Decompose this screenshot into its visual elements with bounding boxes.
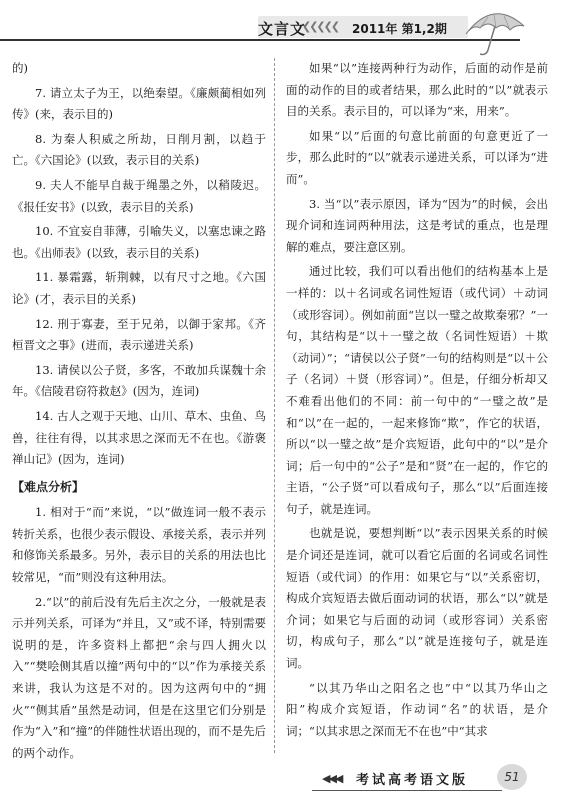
header-arrows: ❮❮❮❮❮	[302, 20, 339, 33]
paragraph: “以其乃华山之阳名之也”中“以其乃华山之阳”构成介宾短语，作动词“名”的状语，是介词；“以其求思之深而无不在也”中“其求	[286, 680, 548, 738]
paragraph: 如果“以”后面的句意比前面的句意更近了一步，那么此时的“以”就表示递进关系，可以译为“进而”。	[286, 128, 548, 186]
header-rule	[0, 39, 520, 41]
right-column	[286, 58, 548, 745]
example-item: 8. 为秦人积威之所劫，日削月割，以趋于亡。《六国论》(以致，表示目的关系)	[12, 131, 266, 168]
example-item: 7. 请立太子为王，以绝秦望。《廉颇蔺相如列传》(来，表示目的)	[12, 85, 266, 122]
page-number: 51	[497, 764, 527, 790]
analysis-paragraph: 2.“以”的前后没有先后主次之分，一般就是表示并列关系，可译为“并且，又”或不译，特别需要说明的是，许多资料上都把“余与四人拥火以入”“樊哙侧其盾以撞”两句中的“以”作为承接关系来讲，我认为这是不对的。因为这两句中的“拥火”“侧其盾”虽然是动词，但是在这里它们分别是作为“入”和“撞”的伴随性状语出现的，而不是先后的两个动作。	[12, 594, 266, 760]
example-item: 13. 请侯以公子贤，多客，不敢加兵谋魏十余年。《信陵君窃符救赵》(因为，连词)	[12, 362, 266, 399]
issue-label: 2011年 第1,2期	[352, 22, 447, 36]
paragraph: 如果“以”连接两种行为动作，后面的动作是前面的动作的目的或者结果，那么此时的“以”就表示目的关系。表示目的，可以译为“来，用来”。	[286, 61, 548, 119]
example-item: 12. 刑于寡妻，至于兄弟，以御于家邦。《齐桓晋文之事》(进而，表示递进关系)	[12, 316, 266, 353]
analysis-paragraph: 1. 相对于“而”来说，“以”做连词一般不表示转折关系，也很少表示假设、承接关系，表示并列和修饰关系最多。另外，表示目的关系的用法也比较常见，“而”则没有这种用法。	[12, 505, 266, 585]
analysis-heading: 【难点分析】	[12, 479, 85, 494]
example-item: 10. 不宜妄自菲薄，引喻失义，以塞忠谏之路也。《出师表》(以致，表示目的关系)	[12, 224, 266, 260]
publication-title: 考试高考语文版	[356, 773, 469, 788]
paragraph: 的)	[12, 61, 28, 75]
example-item: 9. 夫人不能早自裁于绳墨之外，以稍陵迟。《报任安书》(以致，表示目的关系)	[12, 177, 266, 214]
example-item: 11. 暴霜露，斩荆棘，以有尺寸之地。《六国论》(才，表示目的关系)	[12, 270, 266, 306]
section-title: 文言文	[258, 20, 307, 38]
umbrella-icon	[458, 4, 528, 58]
paragraph: 3. 当“以”表示原因，译为“因为”的时候，会出现介词和连词两种用法，这是考试的重点，也是理解的难点，要注意区别。	[286, 196, 548, 254]
left-column	[12, 58, 266, 767]
footer-rule	[312, 790, 502, 791]
footer-arrows: ◀◀◀	[322, 772, 342, 785]
page-header	[0, 0, 581, 44]
paragraph: 通过比较，我们可以看出他们的结构基本上是一样的：以＋名词或名词性短语（或代词）＋动词（或形容词）。例如前面“岂以一璧之故欺秦邪？”一句，其结构是“以＋一璧之故（名词性短语）＋欺（动词）”；“请侯以公子贤”一句的结构则是“以＋公子（名词）＋贤（形容词）”。但是，仔细分析却又不难看出他们的不同：前一句中的“一璧之故”是和“以”在一起的，一起来修饰“欺”，作它的状语，所以“以一璧之故”是介宾短语，此句中的“以”是介词；后一句中的“公子”是和“贤”在一起的，作它的主语，“公子贤”可以看成句子，那么“以”后面连接句子，就是连词。	[286, 264, 548, 516]
column-divider	[274, 58, 275, 753]
paragraph: 也就是说，要想判断“以”表示因果关系的时候是介词还是连词，就可以看它后面的名词或名词性短语（或代词）的作用：如果它与“以”关系密切，构成介宾短语去做后面动词的状语，那么“以”就是介词；如果它与后面的动词（或形容词）关系密切，构成句子，那么“以”就是连接句子，就是连词。	[286, 526, 548, 671]
example-item: 14. 古人之观于天地、山川、草木、虫鱼、鸟兽，往往有得，以其求思之深而无不在也。《游褒禅山记》(因为，连词)	[12, 408, 266, 467]
page-footer	[0, 760, 581, 800]
